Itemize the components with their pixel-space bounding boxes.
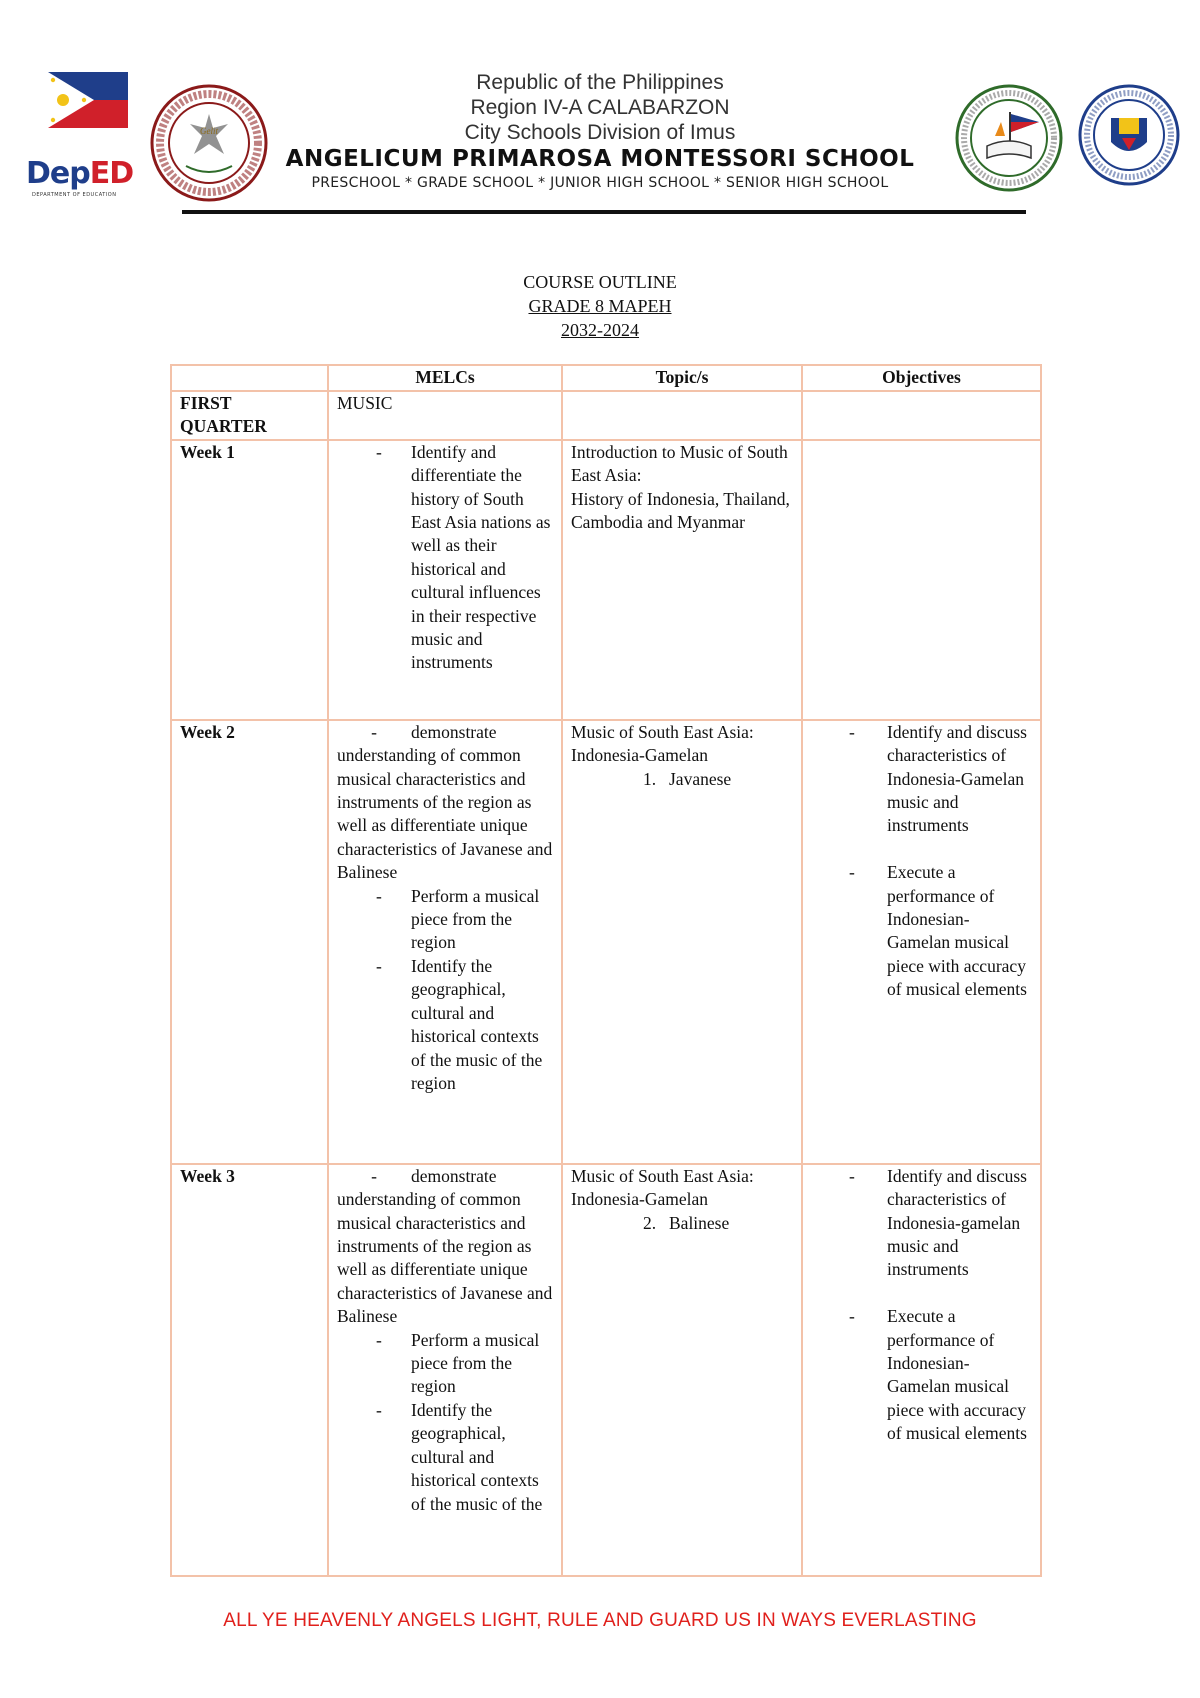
objectives-list [811,1165,1032,1446]
table-header-row [171,365,1041,391]
objective-item: - Identify and discuss characteristics of Indonesia-Gamelan music and instruments [887,721,1032,838]
quarter-label: FIRST QUARTER [171,391,328,440]
document-title-block [400,270,800,342]
melcs-cell [328,720,562,1164]
melcs-list [337,885,553,1096]
header-melcs: MELCs [328,365,562,391]
kagawaran-seal-logo [1078,84,1180,186]
republic-line: Republic of the Philippines [476,71,724,94]
week-label: Week 3 [171,1164,328,1576]
topic-line: Music of South East Asia: [571,1165,754,1186]
topic-cell [562,1164,802,1576]
objectives-cell [802,1164,1041,1576]
melcs-lead: - demonstrate understanding of common musical characteristics and instruments of the region as well as differentiate unique characteristics of Javanese and Balinese [337,721,553,883]
quarter-topic-empty [562,391,802,440]
topic-line: Indonesia-Gamelan [571,1189,709,1210]
footer-motto: ALL YE HEAVENLY ANGELS LIGHT, RULE AND GUARD US IN WAYS EVERLASTING [223,1610,977,1631]
melcs-cell [328,1164,562,1576]
topic-numbered-item [571,768,793,791]
topic-cell [562,720,802,1164]
school-levels: PRESCHOOL * GRADE SCHOOL * JUNIOR HIGH SCHOOL * SENIOR HIGH SCHOOL [311,175,889,191]
division-seal-logo [955,84,1063,192]
table-row [171,1164,1041,1576]
melcs-item: - Identify the geographical, cultural and historical contexts of the music of the region [411,955,553,1095]
header-week [171,365,328,391]
week-label: Week 2 [171,720,328,1164]
objective-item: - Execute a performance of Indonesian-Gamelan musical piece with accuracy of musical elements [887,1305,1032,1445]
letterhead [260,70,940,193]
topic-number: 2. [643,1212,657,1233]
objectives-cell [802,440,1041,720]
topic-line: History of Indonesia, Thailand, Cambodia and Myanmar [571,488,790,533]
division-line: City Schools Division of Imus [464,121,736,144]
melcs-item: - Identify the geographical, cultural and historical contexts of the music of the [411,1399,553,1516]
melcs-cell [328,440,562,720]
region-line: Region IV-A CALABARZON [470,96,730,119]
table-row [171,720,1041,1164]
document-title: COURSE OUTLINE [523,272,677,292]
school-name: ANGELICUM PRIMAROSA MONTESSORI SCHOOL [285,146,915,172]
quarter-row [171,391,1041,440]
school-seal-logo [150,84,268,202]
melcs-list [337,1329,553,1516]
week-label: Week 1 [171,440,328,720]
topic-cell [562,440,802,720]
topic-line: Music of South East Asia: [571,721,754,742]
objectives-cell [802,720,1041,1164]
document-year: 2032-2024 [561,320,639,340]
quarter-subject: MUSIC [328,391,562,440]
deped-logo: DepED DEPARTMENT OF EDUCATION [26,156,134,198]
svg-text:Gelit: Gelit [200,126,218,136]
topic-numbered-item [571,1212,793,1235]
table-row [171,440,1041,720]
objective-item: - Identify and discuss characteristics of Indonesia-gamelan music and instruments [887,1165,1032,1282]
topic-line: Indonesia-Gamelan [571,745,709,766]
header-divider [182,210,1026,214]
quarter-objective-empty [802,391,1041,440]
objective-item: - Execute a performance of Indonesian-Gamelan musical piece with accuracy of musical elements [887,861,1032,1001]
topic-item: Javanese [669,768,732,789]
melcs-item: - Identify and differentiate the history of South East Asia nations as well as their historical and cultural influences in their respective music and instruments [411,441,553,675]
topic-number: 1. [643,768,657,789]
melcs-list [337,441,553,675]
philippine-flag-logo [48,72,128,128]
header-objectives: Objectives [802,365,1041,391]
topic-line: Introduction to Music of South East Asia: [571,441,788,486]
objectives-list [811,721,1032,1002]
document-subtitle: GRADE 8 MAPEH [528,296,672,316]
melcs-lead: - demonstrate understanding of common musical characteristics and instruments of the region as well as differentiate unique characteristics of Javanese and Balinese [337,1165,553,1327]
topic-item: Balinese [669,1212,730,1233]
melcs-item: - Perform a musical piece from the region [411,885,553,955]
course-outline-table [170,364,1042,1577]
melcs-item: - Perform a musical piece from the region [411,1329,553,1399]
header-topics: Topic/s [562,365,802,391]
